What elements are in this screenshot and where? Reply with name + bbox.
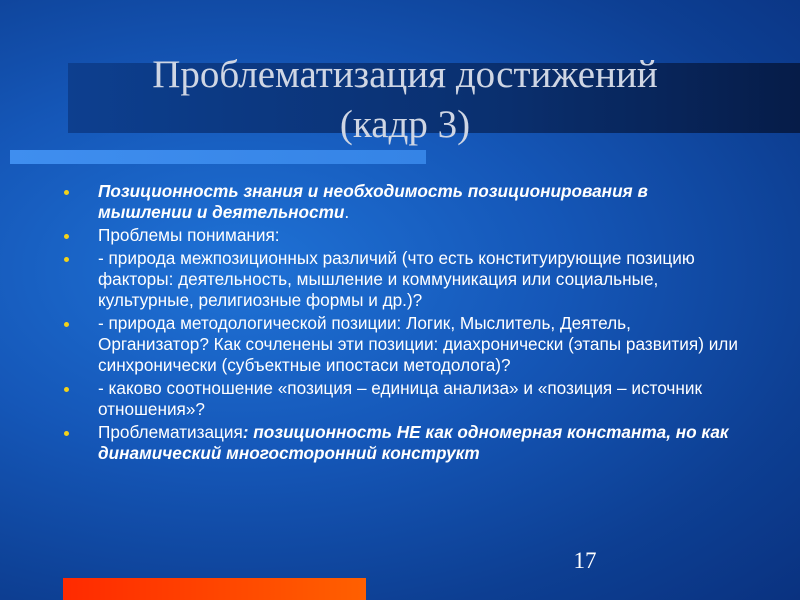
bullet-item	[60, 313, 740, 376]
bullet-dot-icon	[64, 387, 69, 392]
bullet-text: - каково соотношение «позиция – единица анализа» и «позиция – источник отношения»?	[98, 378, 702, 419]
bullet-item	[60, 378, 740, 420]
bullet-item	[60, 422, 740, 464]
bullet-dot-icon	[64, 257, 69, 262]
bullet-text: Проблематизация	[98, 422, 243, 442]
bullet-text: - природа методологической позиции: Логик, Мыслитель, Деятель, Организатор? Как сочленены эти позиции: диахронически (этапы развития) или синхронически (субъектные ипостаси методолога)?	[98, 313, 738, 375]
bullet-item	[60, 248, 740, 311]
bullet-text: Позиционность знания и необходимость позиционирования в мышлении и деятельности	[98, 181, 648, 222]
bullet-item	[60, 225, 740, 246]
bullet-dot-icon	[64, 234, 69, 239]
footer-accent-bar	[63, 578, 366, 600]
slide-title-line-2: (кадр 3)	[339, 103, 471, 146]
bullet-dot-icon	[64, 322, 69, 327]
page-number: 17	[573, 548, 597, 573]
bullet-text: : позиционность НЕ как одномерная константа, но как динамический многосторонний конструкт	[98, 422, 729, 463]
slide-title	[60, 50, 750, 150]
slide-title-line-1: Проблематизация достижений	[152, 53, 658, 96]
bullet-dot-icon	[64, 190, 69, 195]
bullet-text: - природа межпозиционных различий (что есть конституирующие позицию факторы: деятельность, мышление и коммуникация или социальные, культурные, религиозные формы и др.)?	[98, 248, 695, 310]
bullet-item	[60, 181, 740, 223]
bullet-list	[60, 181, 740, 466]
title-underline-decoration	[10, 150, 426, 164]
bullet-text: .	[344, 202, 350, 222]
bullet-dot-icon	[64, 431, 69, 436]
bullet-text: Проблемы понимания:	[98, 225, 280, 245]
